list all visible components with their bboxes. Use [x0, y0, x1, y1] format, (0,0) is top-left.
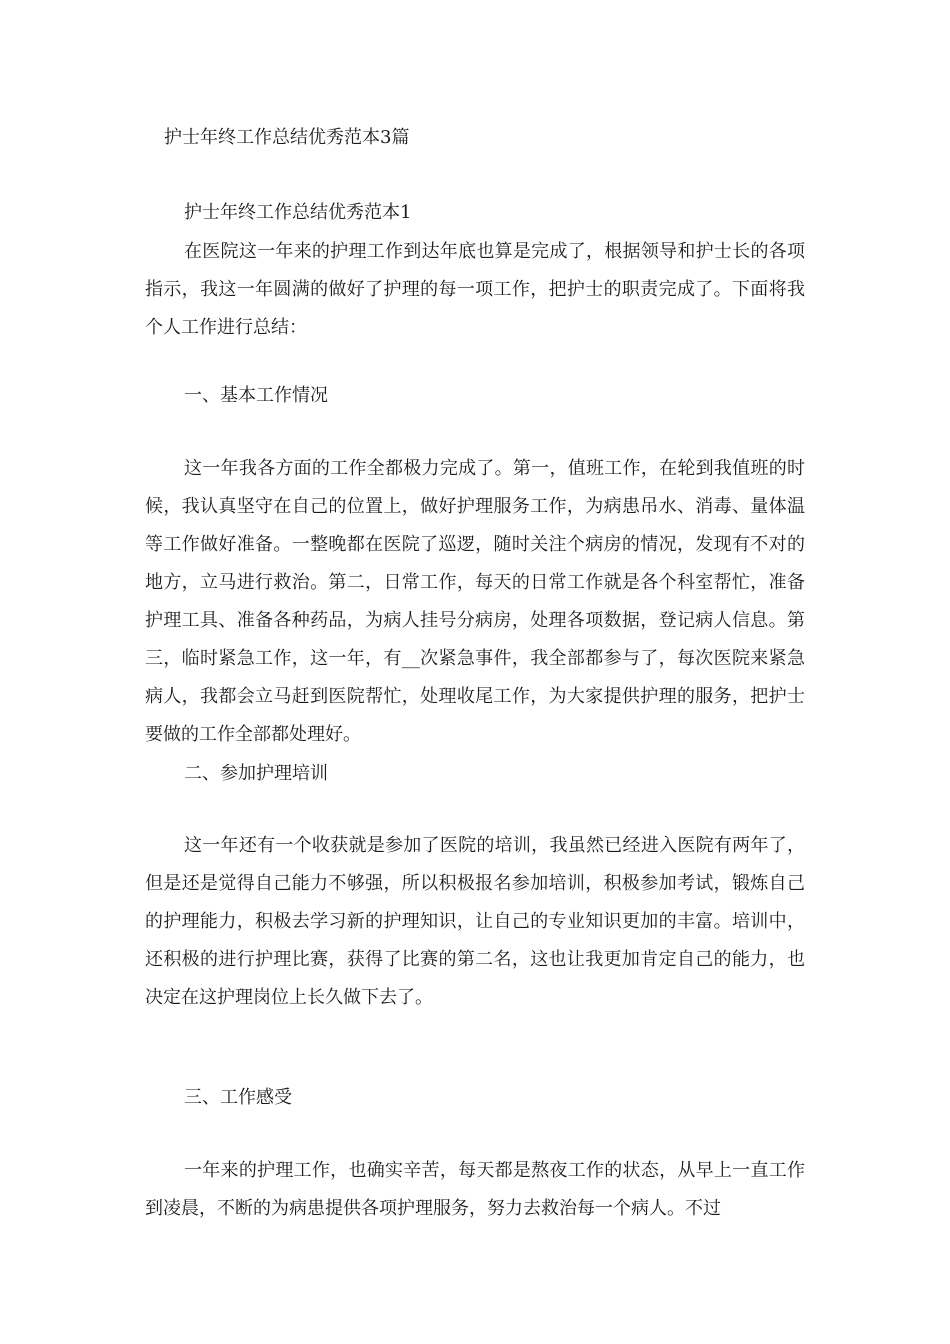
paragraph-basic-work: 这一年我各方面的工作全都极力完成了。第一，值班工作，在轮到我值班的时候，我认真坚守在自己的位置上，做好护理服务工作，为病患吊水、消毒、量体温等工作做好准备。一整晚都在医院了巡逻，随时关注个病房的情况，发现有不对的地方，立马进行救治。第二，日常工作，每天的日常工作就是各个科室帮忙，准备护理工具、准备各种药品，为病人挂号分病房，处理各项数据，登记病人信息。第三，临时紧急工作，这一年，有__次紧急事件，我全部都参与了，每次医院来紧急病人，我都会立马赶到医院帮忙，处理收尾工作，为大家提供护理的服务，把护士要做的工作全部都处理好。 — [145, 458, 805, 745]
heading-work-feelings: 三、工作感受 — [184, 1087, 292, 1108]
paragraph-training: 这一年还有一个收获就是参加了医院的培训，我虽然已经进入医院有两年了，但是还是觉得自己能力不够强，所以积极报名参加培训，积极参加考试，锻炼自己的护理能力，积极去学习新的护理知识，让自己的专业知识更加的丰富。培训中，还积极的进行护理比赛，获得了比赛的第二名，这也让我更加肯定自己的能力，也决定在这护理岗位上长久做下去了。 — [145, 835, 805, 1008]
heading-training: 二、参加护理培训 — [184, 763, 328, 784]
heading-basic-work: 一、基本工作情况 — [184, 385, 328, 406]
intro-paragraph: 在医院这一年来的护理工作到达年底也算是完成了，根据领导和护士长的各项指示，我这一年圆满的做好了护理的每一项工作，把护士的职责完成了。下面将我个人工作进行总结： — [145, 241, 805, 338]
section-title: 护士年终工作总结优秀范本1 — [184, 202, 412, 223]
paragraph-work-feelings: 一年来的护理工作，也确实辛苦，每天都是熬夜工作的状态，从早上一直工作到凌晨，不断的为病患提供各项护理服务，努力去救治每一个病人。不过 — [145, 1160, 805, 1219]
document-title: 护士年终工作总结优秀范本3篇 — [164, 127, 410, 148]
